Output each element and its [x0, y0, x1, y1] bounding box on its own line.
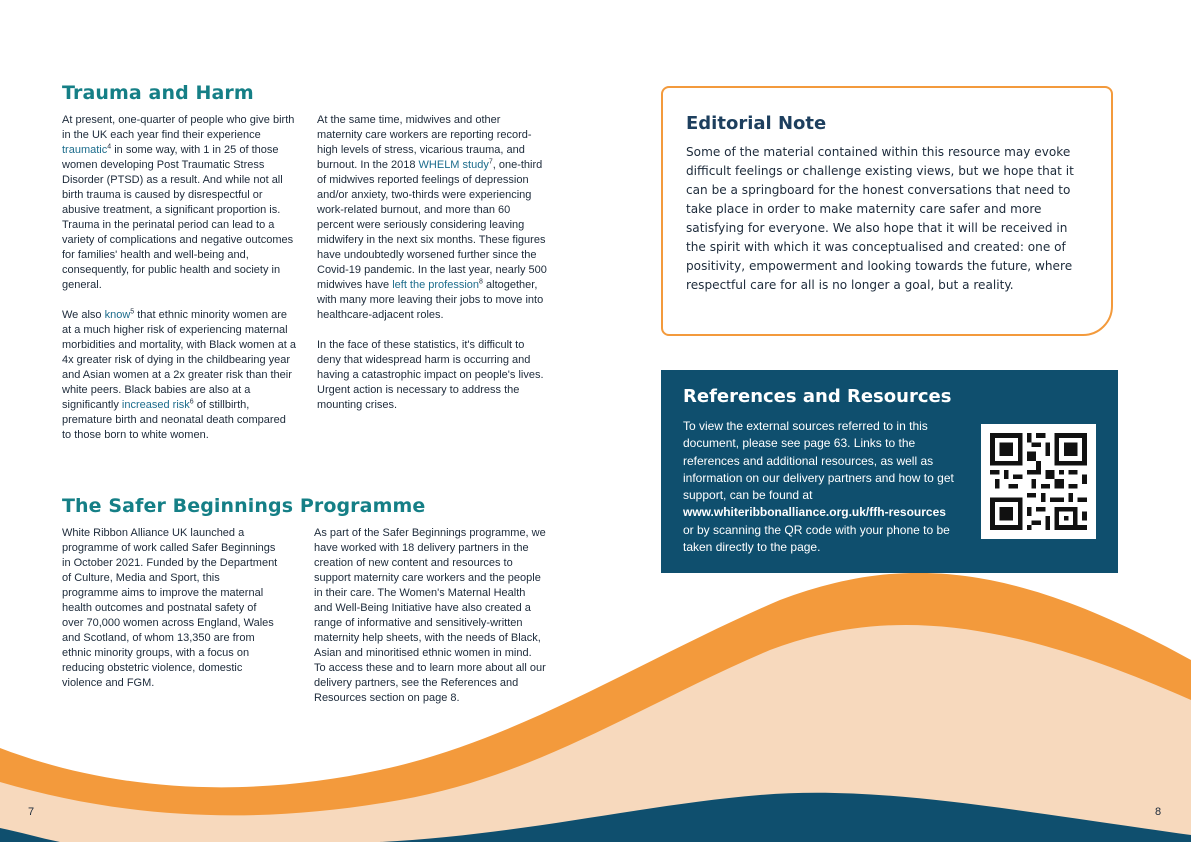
references-heading: References and Resources: [683, 386, 952, 407]
page-number-right: 8: [1155, 806, 1162, 818]
references-text: To view the external sources referred to in this document, please see page 63. Links to the references and additional resources, as well as information on our delivery partners and how to get support, can be found at www.whiteribbonalliance.org.uk/ffh-resources or by scanning the QR code with your phone to be taken directly to the page.: [683, 419, 954, 555]
resources-url-link[interactable]: www.whiteribbonalliance.org.uk/ffh-resources: [683, 505, 946, 520]
safer-column-1: [62, 526, 278, 706]
safer-column-2: [314, 526, 546, 721]
trauma-paragraph-1: At present, one-quarter of people who give birth in the UK each year find their experience traumatic$^4$ in some way, with 1 in 25 of those women developing Post Traumatic Stress Disorder (PTSD) as a result. And while not all birth trauma is caused by disrespectful or abusive treatment, a significant proportion is. Trauma in the perinatal period can lead to a variety of complications and negative outcomes for families' health and well-being and, consequently, for public health and society in general.: [62, 114, 295, 291]
safer-paragraph-1: White Ribbon Alliance UK launched a programme of work called Safer Beginnings in October 2021. Funded by the Department of Culture, Media and Sport, this programme aims to improve the maternal health outcomes and postnatal safety of over 70,000 women across England, Wales and Scotland, of whom 13,350 are from ethnic minority groups, with a focus on reducing obstetric violence, domestic violence and FGM.: [62, 527, 278, 689]
increased-risk-link[interactable]: increased risk: [121, 399, 190, 411]
traumatic-link[interactable]: traumatic: [62, 144, 108, 156]
qr-code[interactable]: [981, 424, 1096, 539]
left-profession-link[interactable]: left the profession: [392, 279, 480, 291]
editorial-note-box: [661, 86, 1113, 336]
page-number-left: 7: [28, 806, 35, 818]
whelm-study-link[interactable]: WHELM study: [418, 159, 489, 171]
trauma-column-2: [317, 113, 547, 428]
references-box: [661, 370, 1118, 573]
safer-beginnings-heading: The Safer Beginnings Programme: [62, 495, 426, 517]
editorial-note-body: Some of the material contained within this resource may evoke difficult feelings or challenge existing views, but we hope that it can be a springboard for the honest conversations that need to take place in order to make maternity care safer and more satisfying for everyone. We also hope that it will be received in the spirit with which it was conceptualised and created: one of positivity, empowerment and looking towards the future, where respectful care for all is no longer a goal, but a reality.: [686, 145, 1074, 292]
trauma-heading: Trauma and Harm: [62, 82, 254, 104]
qr-code-icon: [981, 424, 1096, 539]
editorial-note-heading: Editorial Note: [686, 113, 827, 134]
trauma-paragraph-4: In the face of these statistics, it's difficult to deny that widespread harm is occurring and having a catastrophic impact on people's lives. Urgent action is necessary to address the mounting crises.: [317, 339, 544, 411]
trauma-paragraph-3: At the same time, midwives and other maternity care workers are reporting record-high levels of stress, vicarious trauma, and burnout. In the 2018 WHELM study$^7$, one-third of midwives reported feelings of depression and/or anxiety, two-thirds were experiencing work-related burnout, and more than 60 percent were seriously considering leaving midwifery in the next six months. These figures have undoubtedly worsened further since the Covid-19 pandemic. In the last year, nearly 500 midwives have left the profession$^8$ altogether, with many more leaving their jobs to move into healthcare-adjacent roles.: [317, 114, 547, 321]
know-link[interactable]: know: [104, 309, 131, 321]
safer-paragraph-2: As part of the Safer Beginnings programme, we have worked with 18 delivery partners in the creation of new content and resources to support maternity care workers and the people in their care. The Women's Maternal Health and Well-Being Initiative have also created a range of informative and sensitively-written maternity help sheets, with the needs of Black, Asian and minoritised ethnic women in mind. To access these and to learn more about all our delivery partners, see the References and Resources section on page 8.: [314, 527, 546, 704]
trauma-paragraph-2: We also know$^5$ that ethnic minority women are at a much higher risk of experiencing maternal morbidities and mortality, with Black women at a 4x greater risk of dying in the childbearing year and Asian women at a 2x greater risk than their white peers. Black babies are also at a significantly increased risk$^6$ of stillbirth, premature birth and neonatal death compared to those born to white women.: [62, 308, 296, 441]
trauma-column-1: [62, 113, 298, 458]
